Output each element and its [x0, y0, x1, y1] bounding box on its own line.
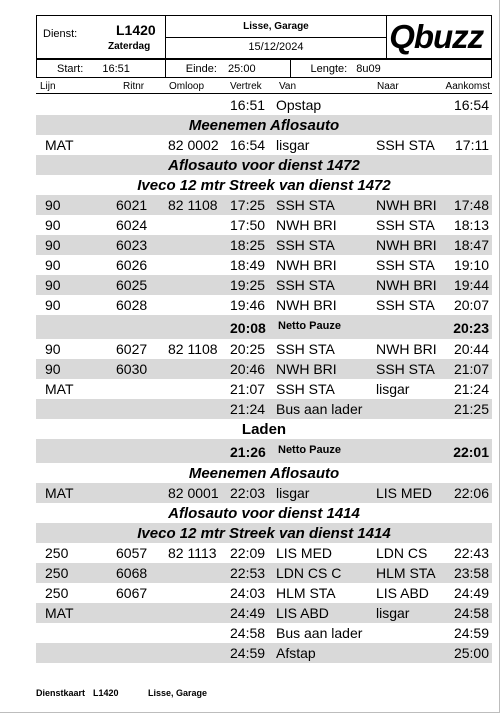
- trip-row: [36, 95, 492, 115]
- trip-aankomst: 21:25: [453, 401, 489, 417]
- trip-aankomst: 20:44: [453, 341, 489, 357]
- trip-ritnr: 6028: [116, 297, 148, 313]
- trip-ritnr: 6030: [116, 361, 148, 377]
- service-date: 15/12/2024: [248, 41, 304, 53]
- trip-van: Afstap: [276, 645, 316, 661]
- trip-van: NWH BRI: [276, 257, 337, 273]
- trip-vertrek: 16:51: [230, 97, 266, 113]
- trip-naar: NWH BRI: [376, 237, 437, 253]
- trip-lijn: MAT: [45, 137, 74, 153]
- trip-van: NWH BRI: [276, 297, 337, 313]
- trip-vertrek: 18:25: [230, 237, 266, 253]
- trip-row: [36, 295, 492, 315]
- trip-van: LIS MED: [276, 545, 333, 561]
- trip-van: Bus aan lader: [276, 625, 363, 641]
- trip-lijn: 90: [45, 297, 61, 313]
- trip-vertrek: 22:03: [230, 485, 266, 501]
- trip-van: SSH STA: [276, 381, 335, 397]
- start-cell: [37, 60, 166, 78]
- trip-row: [36, 583, 492, 603]
- section-heading: [36, 523, 492, 543]
- trip-ritnr: 6057: [116, 545, 148, 561]
- pause-label: Netto Pauze: [278, 444, 341, 456]
- qbuzz-logo: Qbuzz: [389, 18, 484, 55]
- trip-aankomst: 21:07: [453, 361, 489, 377]
- trip-naar: LIS MED: [376, 485, 433, 501]
- trip-van: HLM STA: [276, 585, 336, 601]
- times-table: [36, 59, 492, 78]
- trip-naar: LDN CS: [376, 545, 428, 561]
- trip-van: SSH STA: [276, 277, 335, 293]
- trip-row: [36, 543, 492, 563]
- trip-aankomst: 17:48: [453, 197, 489, 213]
- location-cell: [165, 16, 387, 59]
- trip-vertrek: 24:03: [230, 585, 266, 601]
- trip-naar: SSH STA: [376, 137, 435, 153]
- pause-row: [36, 439, 492, 463]
- trip-lijn: MAT: [45, 381, 74, 397]
- trip-aankomst: 17:11: [455, 137, 489, 153]
- col-van: Van: [279, 81, 297, 92]
- trip-van: LIS ABD: [276, 605, 329, 621]
- trip-lijn: 250: [45, 545, 69, 561]
- pause-start: 20:08: [230, 320, 266, 336]
- pause-row: [36, 315, 492, 339]
- section-title: Aflosauto voor dienst 1472: [168, 157, 360, 174]
- trip-lijn: 90: [45, 277, 61, 293]
- trip-naar: SSH STA: [376, 361, 435, 377]
- footer-label: Dienstkaart: [36, 688, 86, 698]
- trip-aankomst: 24:59: [453, 625, 489, 641]
- col-vertrek: Vertrek: [230, 81, 262, 92]
- trip-naar: lisgar: [376, 381, 410, 397]
- header-table: [36, 15, 492, 59]
- trip-aankomst: 24:49: [453, 585, 489, 601]
- section-title: Meenemen Aflosauto: [188, 117, 340, 134]
- trip-row: [36, 339, 492, 359]
- footer-code: L1420: [93, 688, 119, 698]
- trip-lijn: 90: [45, 361, 61, 377]
- trip-row: [36, 275, 492, 295]
- trip-row: [36, 235, 492, 255]
- trip-aankomst: 22:06: [453, 485, 489, 501]
- trip-lijn: 250: [45, 585, 69, 601]
- section-heading: [36, 175, 492, 195]
- trip-vertrek: 17:50: [230, 217, 266, 233]
- trip-row: [36, 359, 492, 379]
- trip-lijn: 90: [45, 197, 61, 213]
- trip-naar: NWH BRI: [376, 341, 437, 357]
- trip-aankomst: 25:00: [453, 645, 489, 661]
- trip-vertrek: 24:58: [230, 625, 266, 641]
- section-title: Meenemen Aflosauto: [188, 465, 340, 482]
- trip-aankomst: 24:58: [453, 605, 489, 621]
- lengte-label: Lengte:: [310, 62, 348, 75]
- col-aankomst: Aankomst: [445, 81, 490, 92]
- trip-row: [36, 623, 492, 643]
- location-divider: [166, 37, 387, 38]
- trip-lijn: MAT: [45, 605, 74, 621]
- trip-lijn: 90: [45, 217, 61, 233]
- footer-location: Lisse, Garage: [148, 688, 208, 698]
- start-label: Start:: [57, 62, 84, 75]
- trip-aankomst: 20:07: [453, 297, 489, 313]
- column-header: [36, 79, 492, 94]
- trip-vertrek: 21:24: [230, 401, 266, 417]
- logo-cell: [387, 16, 492, 59]
- trip-row: [36, 563, 492, 583]
- trip-naar: SSH STA: [376, 257, 435, 273]
- col-omloop: Omloop: [169, 81, 205, 92]
- trip-ritnr: 6027: [116, 341, 148, 357]
- trip-naar: LIS ABD: [376, 585, 429, 601]
- lengte-value: 8u09: [356, 62, 381, 75]
- trip-vertrek: 22:09: [230, 545, 266, 561]
- dienst-day: Zaterdag: [108, 41, 151, 52]
- pause-end: 22:01: [453, 444, 489, 460]
- trip-row: [36, 603, 492, 623]
- trip-naar: NWH BRI: [376, 197, 437, 213]
- trip-vertrek: 19:25: [230, 277, 266, 293]
- section-heading: [36, 155, 492, 175]
- trip-naar: lisgar: [376, 605, 410, 621]
- dienst-code: L1420: [116, 22, 156, 38]
- trip-ritnr: 6067: [116, 585, 148, 601]
- trip-omloop: 82 0002: [168, 137, 219, 153]
- col-lijn: Lijn: [40, 81, 56, 92]
- location-name: Lisse, Garage: [243, 21, 309, 32]
- trip-row: [36, 399, 492, 419]
- col-naar: Naar: [377, 81, 399, 92]
- trip-row: [36, 255, 492, 275]
- trip-ritnr: 6068: [116, 565, 148, 581]
- trip-row: [36, 643, 492, 663]
- trip-ritnr: 6024: [116, 217, 148, 233]
- trip-vertrek: 19:46: [230, 297, 266, 313]
- trip-vertrek: 24:59: [230, 645, 266, 661]
- trip-lijn: 90: [45, 257, 61, 273]
- trip-row: [36, 215, 492, 235]
- trip-aankomst: 21:24: [453, 381, 489, 397]
- trip-vertrek: 20:46: [230, 361, 266, 377]
- pause-label: Netto Pauze: [278, 320, 341, 332]
- trip-omloop: 82 1108: [168, 197, 218, 213]
- trip-omloop: 82 0001: [168, 485, 219, 501]
- trip-aankomst: 19:10: [453, 257, 489, 273]
- col-ritnr: Ritnr: [123, 81, 145, 92]
- trip-vertrek: 18:49: [230, 257, 266, 273]
- section-heading: [36, 503, 492, 523]
- section-heading: [36, 115, 492, 135]
- trip-naar: HLM STA: [376, 565, 436, 581]
- lengte-cell: [290, 60, 491, 78]
- einde-value: 25:00: [228, 62, 256, 75]
- trip-van: LDN CS C: [276, 565, 342, 581]
- section-heading: [36, 419, 492, 439]
- section-title: Aflosauto voor dienst 1414: [168, 505, 360, 522]
- trip-van: SSH STA: [276, 197, 335, 213]
- trip-omloop: 82 1113: [168, 545, 217, 561]
- trip-aankomst: 18:13: [453, 217, 489, 233]
- trip-aankomst: 22:43: [453, 545, 489, 561]
- pause-end: 20:23: [453, 320, 489, 336]
- trip-row: [36, 195, 492, 215]
- trip-lijn: 250: [45, 565, 69, 581]
- section-heading: [36, 463, 492, 483]
- trip-lijn: 90: [45, 341, 61, 357]
- trip-row: [36, 379, 492, 399]
- trip-vertrek: 24:49: [230, 605, 266, 621]
- pause-start: 21:26: [230, 444, 266, 460]
- trip-row: [36, 135, 492, 155]
- trip-aankomst: 23:58: [453, 565, 489, 581]
- trip-lijn: 90: [45, 237, 61, 253]
- trip-lijn: MAT: [45, 485, 74, 501]
- trip-van: SSH STA: [276, 341, 335, 357]
- trip-aankomst: 19:44: [453, 277, 489, 293]
- trip-vertrek: 21:07: [230, 381, 266, 397]
- trip-van: SSH STA: [276, 237, 335, 253]
- trip-omloop: 82 1108: [168, 341, 218, 357]
- dienst-label: Dienst:: [43, 28, 78, 40]
- start-value: 16:51: [102, 62, 130, 75]
- trip-van: lisgar: [276, 485, 310, 501]
- trip-ritnr: 6026: [116, 257, 148, 273]
- trip-naar: NWH BRI: [376, 277, 437, 293]
- trip-vertrek: 20:25: [230, 341, 266, 357]
- trip-van: NWH BRI: [276, 217, 337, 233]
- einde-label: Einde:: [185, 62, 217, 75]
- section-title: Iveco 12 mtr Streek van dienst 1414: [137, 525, 391, 542]
- trip-naar: SSH STA: [376, 297, 435, 313]
- einde-cell: [165, 60, 290, 78]
- trip-van: lisgar: [276, 137, 310, 153]
- trip-vertrek: 22:53: [230, 565, 266, 581]
- trip-vertrek: 17:25: [230, 197, 266, 213]
- section-title: Laden: [241, 421, 287, 438]
- trip-van: NWH BRI: [276, 361, 337, 377]
- trip-aankomst: 16:54: [453, 97, 489, 113]
- trip-ritnr: 6025: [116, 277, 148, 293]
- trip-row: [36, 483, 492, 503]
- trip-van: Bus aan lader: [276, 401, 363, 417]
- section-title: Iveco 12 mtr Streek van dienst 1472: [137, 177, 391, 194]
- trip-ritnr: 6021: [116, 197, 148, 213]
- trip-naar: SSH STA: [376, 217, 435, 233]
- trip-vertrek: 16:54: [230, 137, 266, 153]
- schedule-rows: [36, 95, 492, 663]
- dienst-cell: [37, 16, 166, 59]
- trip-aankomst: 18:47: [453, 237, 489, 253]
- trip-ritnr: 6023: [116, 237, 148, 253]
- trip-van: Opstap: [276, 97, 322, 113]
